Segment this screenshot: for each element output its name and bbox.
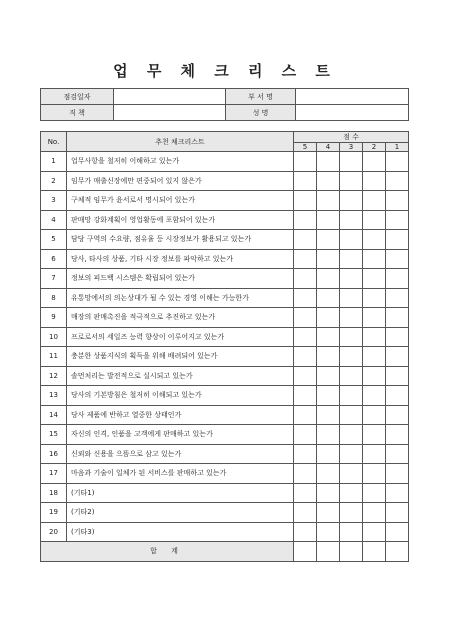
total-score-1[interactable] — [386, 542, 409, 562]
score-5-cell[interactable] — [294, 210, 317, 230]
score-3-cell[interactable] — [340, 308, 363, 328]
score-2-header: 2 — [363, 143, 386, 152]
score-4-cell[interactable] — [317, 405, 340, 425]
row-number: 15 — [41, 425, 67, 445]
table-row — [41, 171, 409, 191]
checklist-item: 임무가 매출신장에만 편중되어 있지 않은가 — [67, 171, 294, 191]
score-4-cell[interactable] — [317, 386, 340, 406]
score-header: 점 수 — [294, 132, 409, 143]
score-1-cell[interactable] — [386, 152, 409, 172]
total-score-4[interactable] — [317, 542, 340, 562]
score-4-cell[interactable] — [317, 152, 340, 172]
score-3-cell[interactable] — [340, 210, 363, 230]
score-1-header: 1 — [386, 143, 409, 152]
total-score-2[interactable] — [363, 542, 386, 562]
checklist-item: 당사 제품에 반하고 열중한 상태인가 — [67, 405, 294, 425]
score-2-cell[interactable] — [363, 269, 386, 289]
score-4-cell[interactable] — [317, 230, 340, 250]
info-table — [40, 88, 409, 121]
checklist-item: (기타3) — [67, 522, 294, 542]
row-number: 18 — [41, 483, 67, 503]
table-row — [41, 347, 409, 367]
score-2-cell[interactable] — [363, 230, 386, 250]
table-row — [41, 327, 409, 347]
score-5-cell[interactable] — [294, 366, 317, 386]
score-2-cell[interactable] — [363, 191, 386, 211]
score-1-cell[interactable] — [386, 444, 409, 464]
score-3-cell[interactable] — [340, 230, 363, 250]
score-2-cell[interactable] — [363, 347, 386, 367]
checklist-item: 매장의 판매촉진을 적극적으로 추진하고 있는가 — [67, 308, 294, 328]
score-4-cell[interactable] — [317, 327, 340, 347]
table-row — [41, 464, 409, 484]
score-3-cell[interactable] — [340, 522, 363, 542]
no-header: No. — [41, 132, 67, 152]
table-row — [41, 152, 409, 172]
score-4-cell[interactable] — [317, 522, 340, 542]
score-1-cell[interactable] — [386, 171, 409, 191]
score-2-cell[interactable] — [363, 308, 386, 328]
row-number: 1 — [41, 152, 67, 172]
row-number: 19 — [41, 503, 67, 523]
checklist-item: (기타2) — [67, 503, 294, 523]
checklist-item: 당사, 타사의 상품, 기타 시장 정보를 파악하고 있는가 — [67, 249, 294, 269]
total-score-3[interactable] — [340, 542, 363, 562]
score-4-header: 4 — [317, 143, 340, 152]
row-number: 17 — [41, 464, 67, 484]
score-5-cell[interactable] — [294, 405, 317, 425]
checklist-item: 담당 구역의 수요량, 점유율 등 시장정보가 활용되고 있는가 — [67, 230, 294, 250]
checklist-item: 솔먼처리는 발전적으로 실시되고 있는가 — [67, 366, 294, 386]
row-number: 8 — [41, 288, 67, 308]
score-4-cell[interactable] — [317, 464, 340, 484]
row-number: 6 — [41, 249, 67, 269]
name-field[interactable] — [296, 105, 409, 121]
total-label: 합 계 — [41, 542, 294, 562]
score-5-cell[interactable] — [294, 152, 317, 172]
table-row — [41, 230, 409, 250]
score-3-cell[interactable] — [340, 191, 363, 211]
score-3-cell[interactable] — [340, 464, 363, 484]
score-4-cell[interactable] — [317, 191, 340, 211]
score-5-cell[interactable] — [294, 191, 317, 211]
score-2-cell[interactable] — [363, 464, 386, 484]
row-number: 4 — [41, 210, 67, 230]
score-3-cell[interactable] — [340, 288, 363, 308]
table-row — [41, 405, 409, 425]
table-row — [41, 522, 409, 542]
score-1-cell[interactable] — [386, 347, 409, 367]
score-4-cell[interactable] — [317, 210, 340, 230]
name-label: 성 명 — [226, 105, 296, 121]
table-row — [41, 386, 409, 406]
score-4-cell[interactable] — [317, 269, 340, 289]
checklist-item: 업무사항을 철저히 이해하고 있는가 — [67, 152, 294, 172]
score-2-cell[interactable] — [363, 152, 386, 172]
score-2-cell[interactable] — [363, 425, 386, 445]
table-row — [41, 308, 409, 328]
row-number: 16 — [41, 444, 67, 464]
row-number: 5 — [41, 230, 67, 250]
score-3-cell[interactable] — [340, 269, 363, 289]
checklist-item: 마음과 기술이 일체가 된 서비스를 판매하고 있는가 — [67, 464, 294, 484]
row-number: 3 — [41, 191, 67, 211]
score-2-cell[interactable] — [363, 288, 386, 308]
table-row — [41, 425, 409, 445]
checklist-item: 판매망 강화계획이 영업활동에 포함되어 있는가 — [67, 210, 294, 230]
score-5-cell[interactable] — [294, 503, 317, 523]
row-number: 14 — [41, 405, 67, 425]
score-5-cell[interactable] — [294, 327, 317, 347]
table-row — [41, 249, 409, 269]
score-2-cell[interactable] — [363, 444, 386, 464]
checklist-item: 프로로서의 세일즈 능력 향상이 이루어지고 있는가 — [67, 327, 294, 347]
score-3-cell[interactable] — [340, 425, 363, 445]
item-header: 추천 체크리스트 — [67, 132, 294, 152]
total-score-5[interactable] — [294, 542, 317, 562]
score-4-cell[interactable] — [317, 444, 340, 464]
table-row — [41, 269, 409, 289]
score-3-header: 3 — [340, 143, 363, 152]
score-4-cell[interactable] — [317, 288, 340, 308]
score-5-header: 5 — [294, 143, 317, 152]
score-2-cell[interactable] — [363, 327, 386, 347]
row-number: 12 — [41, 366, 67, 386]
table-row — [41, 288, 409, 308]
row-number: 20 — [41, 522, 67, 542]
score-1-cell[interactable] — [386, 386, 409, 406]
score-4-cell[interactable] — [317, 347, 340, 367]
page-title: 업 무 체 크 리 스 트 — [113, 62, 337, 80]
table-row — [41, 210, 409, 230]
score-2-cell[interactable] — [363, 366, 386, 386]
row-number: 11 — [41, 347, 67, 367]
row-number: 10 — [41, 327, 67, 347]
checklist-item: 당사의 기본방침은 철저히 이해되고 있는가 — [67, 386, 294, 406]
score-3-cell[interactable] — [340, 171, 363, 191]
score-5-cell[interactable] — [294, 386, 317, 406]
department-field[interactable] — [296, 89, 409, 105]
table-row — [41, 503, 409, 523]
score-4-cell[interactable] — [317, 308, 340, 328]
score-1-cell[interactable] — [386, 288, 409, 308]
row-number: 7 — [41, 269, 67, 289]
score-1-cell[interactable] — [386, 483, 409, 503]
row-number: 13 — [41, 386, 67, 406]
position-field[interactable] — [114, 105, 226, 121]
score-5-cell[interactable] — [294, 308, 317, 328]
score-2-cell[interactable] — [363, 483, 386, 503]
department-label: 부 서 명 — [226, 89, 296, 105]
table-row — [41, 366, 409, 386]
score-1-cell[interactable] — [386, 249, 409, 269]
score-2-cell[interactable] — [363, 522, 386, 542]
score-1-cell[interactable] — [386, 269, 409, 289]
score-4-cell[interactable] — [317, 366, 340, 386]
score-5-cell[interactable] — [294, 288, 317, 308]
score-1-cell[interactable] — [386, 327, 409, 347]
score-3-cell[interactable] — [340, 503, 363, 523]
checklist-item: (기타1) — [67, 483, 294, 503]
score-4-cell[interactable] — [317, 249, 340, 269]
checklist-item: 정보의 피드백 시스템은 확립되어 있는가 — [67, 269, 294, 289]
table-row — [41, 483, 409, 503]
score-5-cell[interactable] — [294, 347, 317, 367]
score-3-cell[interactable] — [340, 366, 363, 386]
score-2-cell[interactable] — [363, 503, 386, 523]
score-1-cell[interactable] — [386, 464, 409, 484]
inspection-date-label: 점검일자 — [41, 89, 114, 105]
score-3-cell[interactable] — [340, 444, 363, 464]
checklist-table — [40, 131, 409, 562]
position-label: 직 책 — [41, 105, 114, 121]
score-3-cell[interactable] — [340, 327, 363, 347]
table-row — [41, 191, 409, 211]
score-2-cell[interactable] — [363, 171, 386, 191]
score-1-cell[interactable] — [386, 191, 409, 211]
score-3-cell[interactable] — [340, 386, 363, 406]
score-2-cell[interactable] — [363, 249, 386, 269]
score-5-cell[interactable] — [294, 483, 317, 503]
score-2-cell[interactable] — [363, 405, 386, 425]
inspection-date-field[interactable] — [114, 89, 226, 105]
score-5-cell[interactable] — [294, 522, 317, 542]
checklist-item: 유통망에서의 의논상대가 될 수 있는 경영 이해는 가능한가 — [67, 288, 294, 308]
score-5-cell[interactable] — [294, 171, 317, 191]
score-5-cell[interactable] — [294, 249, 317, 269]
score-1-cell[interactable] — [386, 366, 409, 386]
score-3-cell[interactable] — [340, 347, 363, 367]
score-1-cell[interactable] — [386, 522, 409, 542]
score-1-cell[interactable] — [386, 503, 409, 523]
score-4-cell[interactable] — [317, 483, 340, 503]
score-4-cell[interactable] — [317, 503, 340, 523]
table-row — [41, 444, 409, 464]
score-1-cell[interactable] — [386, 230, 409, 250]
score-4-cell[interactable] — [317, 171, 340, 191]
checklist-item: 신뢰와 신용을 으뜸으로 삼고 있는가 — [67, 444, 294, 464]
score-3-cell[interactable] — [340, 483, 363, 503]
score-1-cell[interactable] — [386, 210, 409, 230]
score-2-cell[interactable] — [363, 210, 386, 230]
score-3-cell[interactable] — [340, 249, 363, 269]
score-5-cell[interactable] — [294, 464, 317, 484]
score-1-cell[interactable] — [386, 425, 409, 445]
score-1-cell[interactable] — [386, 308, 409, 328]
row-number: 9 — [41, 308, 67, 328]
checklist-item: 충분한 상품지식의 획득을 위해 배려되어 있는가 — [67, 347, 294, 367]
score-3-cell[interactable] — [340, 405, 363, 425]
score-2-cell[interactable] — [363, 386, 386, 406]
row-number: 2 — [41, 171, 67, 191]
checklist-item: 자신의 인격, 인품을 고객에게 판매하고 있는가 — [67, 425, 294, 445]
score-4-cell[interactable] — [317, 425, 340, 445]
score-5-cell[interactable] — [294, 269, 317, 289]
score-5-cell[interactable] — [294, 444, 317, 464]
score-1-cell[interactable] — [386, 405, 409, 425]
checklist-item: 구체적 임무가 윤서로서 명시되어 있는가 — [67, 191, 294, 211]
score-3-cell[interactable] — [340, 152, 363, 172]
score-5-cell[interactable] — [294, 230, 317, 250]
score-5-cell[interactable] — [294, 425, 317, 445]
